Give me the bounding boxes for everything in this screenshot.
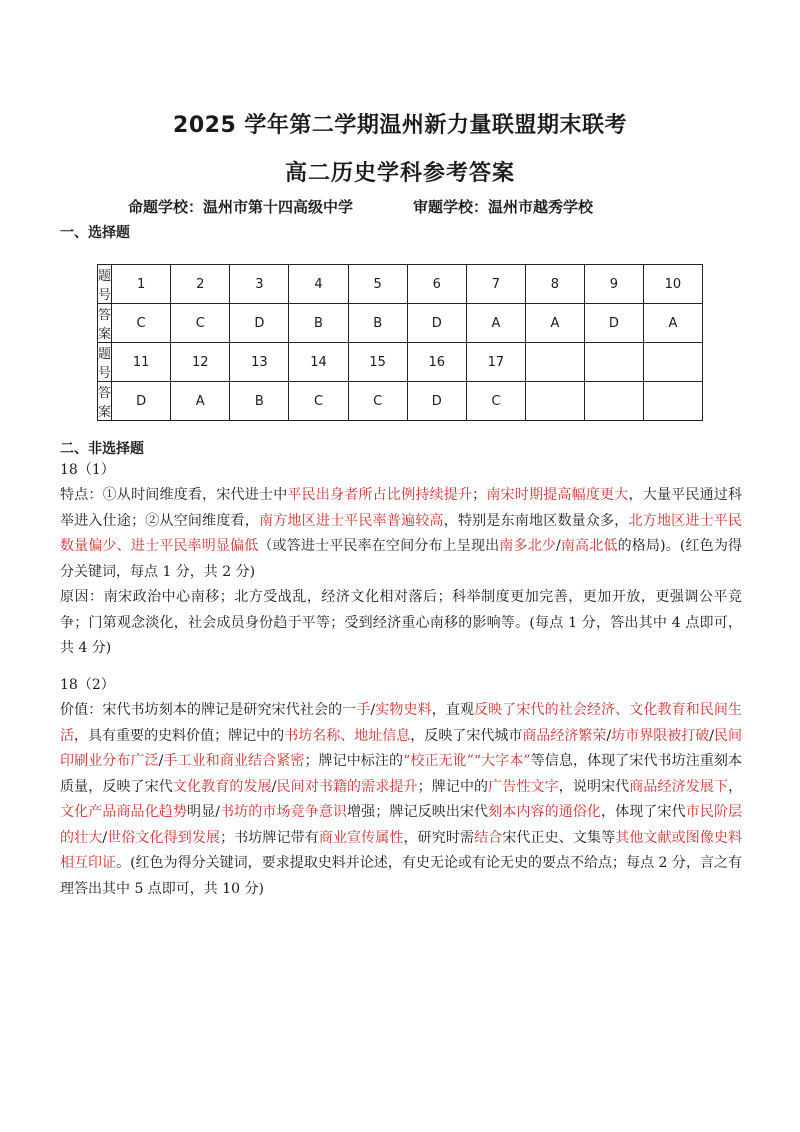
question-number-cell: 8 [526, 265, 585, 304]
question-number-cell: 12 [171, 343, 230, 382]
key-term: 民间对书籍的需求提升 [276, 778, 418, 795]
answer-segment: ，具有重要的史料价值；牌记中的 [74, 727, 285, 744]
question-number-row [98, 343, 703, 382]
answer-cell: C [171, 304, 230, 343]
question-number-cell: 6 [407, 265, 466, 304]
key-term: 南宋时期提高幅度更大 [486, 487, 629, 503]
answer-segment: ，研究时需 [403, 829, 475, 846]
question-number-cell [643, 343, 702, 382]
answer-text-18-1 [60, 483, 742, 662]
answer-segment: ；书坊牌记带有 [220, 829, 319, 846]
key-term: 广告性文字 [488, 778, 559, 795]
answer-segment: 宋代正史、文集等 [502, 829, 616, 846]
question-number-cell: 16 [407, 343, 466, 382]
answer-segment: / [158, 753, 164, 769]
key-term: 文化教育的发展 [172, 778, 272, 795]
answer-cell: A [526, 304, 585, 343]
section-heading-choice: 一、选择题 [60, 225, 130, 241]
answer-segment: ； [472, 487, 487, 503]
key-term: 世俗文化得到发展 [107, 829, 221, 846]
answer-segment: / [370, 702, 376, 718]
answer-cell: C [112, 304, 171, 343]
row-header: 答案 [98, 304, 112, 343]
answer-segment: （或答进士平民率在空间分布上呈现出 [258, 538, 500, 554]
answer-cell: A [466, 304, 525, 343]
answer-segment: ，大量平民通过科举进入仕途；②从空间维度看， [60, 487, 743, 529]
answer-row [98, 304, 703, 343]
row-header: 题号 [98, 343, 112, 382]
question-number-row [98, 265, 703, 304]
question-label-18-1: 18（1） [60, 462, 115, 478]
answer-segment: 的格局)。(红色为得分关键词，每点 1 分，共 2 分) [60, 538, 743, 580]
question-number-cell: 3 [230, 265, 289, 304]
answer-segment: 原因：南宋政治中心南移；北方受战乱，经济文化相对落后；科举制度更加完善，更加开放，更强调公平竞争；门第观念淡化，社会成员身份趋于平等；受到经济重心南移的影响等。(每点 1 分，答出其中 4 点即可，共 4 分) [60, 589, 742, 656]
answer-segment: ，体现了宋代 [601, 804, 686, 820]
question-number-cell [584, 343, 643, 382]
answer-segment: 特点：①从时间维度看，宋代进士中 [60, 487, 288, 503]
answer-cell [643, 382, 702, 421]
answer-cell: C [348, 382, 407, 421]
answer-text-18-2 [60, 698, 742, 902]
answer-cell: A [171, 382, 230, 421]
answer-cell: B [289, 304, 348, 343]
key-term: 商品经济繁荣 [522, 727, 607, 744]
key-term: 民间印刷业分布广泛 [60, 727, 743, 769]
key-term: 市民阶层的壮大 [60, 804, 743, 846]
question-number-cell: 17 [466, 343, 525, 382]
key-term: 平民出身者所占比例持续提升 [287, 487, 473, 503]
answer-segment: / [102, 829, 108, 846]
key-term: 南方地区进士平民率普遍较高 [258, 512, 444, 529]
exam-subtitle: 高二历史学科参考答案 [284, 161, 515, 186]
question-number-cell [526, 343, 585, 382]
answer-segment: ，说明宋代 [558, 778, 630, 795]
answer-segment: 等信息，体现了宋代书坊注重刻本质量，反映了宋代 [60, 753, 743, 795]
question-number-cell: 13 [230, 343, 289, 382]
answer-cell: D [407, 382, 466, 421]
answer-segment: ，特别是东南地区数量众多， [443, 512, 629, 529]
question-number-cell: 2 [171, 265, 230, 304]
answer-cell: D [584, 304, 643, 343]
answer-cell: D [230, 304, 289, 343]
question-number-cell: 9 [584, 265, 643, 304]
answer-segment: / [606, 727, 612, 744]
answer-cell: C [466, 382, 525, 421]
key-term: 书坊的市场竞争意识 [219, 804, 348, 820]
key-term: 反映了宋代的社会经济、文化教育和民间生活 [60, 702, 743, 744]
answer-segment: ，反映了宋代城市 [410, 727, 523, 744]
question-number-cell: 5 [348, 265, 407, 304]
section-heading-nonchoice: 二、非选择题 [60, 441, 144, 457]
question-label-18-2: 18（2） [60, 677, 115, 693]
row-header: 答案 [98, 382, 112, 421]
answer-segment: ；牌记中标注的 [304, 753, 404, 769]
answer-segment: / [271, 778, 277, 795]
key-term: 南高北低 [560, 538, 618, 554]
answer-segment: 增强；牌记反映出宋代 [347, 804, 489, 820]
answer-cell: A [643, 304, 702, 343]
answer-cell: D [407, 304, 466, 343]
answer-segment: ；牌记中的 [417, 778, 489, 795]
answer-cell: B [230, 382, 289, 421]
key-term: 南多北少 [499, 538, 556, 554]
answer-segment: ，直观 [431, 702, 475, 718]
answer-segment: / [555, 538, 561, 554]
question-number-cell: 10 [643, 265, 702, 304]
answer-segment: / [709, 727, 714, 744]
key-term: 一手 [342, 702, 371, 718]
key-term: 文化产品商品化趋势 [60, 804, 187, 820]
answer-segment: 明显/ [187, 804, 220, 820]
key-term: 商品经济发展下 [629, 778, 729, 795]
answer-cell: D [112, 382, 171, 421]
key-term: 坊市界限被打破 [611, 727, 710, 744]
reviewer-school: 审题学校：温州市越秀学校 [413, 198, 594, 216]
answer-segment: 。(红色为得分关键词，要求提取史料并论述，有史无论或有论无史的要点不给点；每点 2 分，言之有理答出其中 5 点即可，共 10 分) [60, 855, 742, 897]
question-number-cell: 4 [289, 265, 348, 304]
answer-row [98, 382, 703, 421]
key-term: 实物史料 [375, 702, 432, 718]
answer-cell [526, 382, 585, 421]
answer-cell [584, 382, 643, 421]
key-term: 手工业和商业结合紧密 [163, 753, 305, 769]
exam-title: 2025 学年第二学期温州新力量联盟期末联考 [173, 113, 627, 138]
key-term: 刻本内容的通俗化 [488, 804, 602, 820]
answer-cell: B [348, 304, 407, 343]
key-term: 其他文献或图像史料相互印证 [60, 829, 743, 871]
question-number-cell: 15 [348, 343, 407, 382]
key-term: 书坊名称、地址信息 [284, 727, 411, 744]
answer-cell: C [289, 382, 348, 421]
key-term: “校正无讹”“大字本” [403, 753, 531, 769]
question-number-cell: 14 [289, 343, 348, 382]
question-number-cell: 11 [112, 343, 171, 382]
key-term: 结合 [474, 829, 503, 846]
answer-table [97, 264, 703, 421]
proposer-school: 命题学校：温州市第十四高级中学 [128, 198, 354, 216]
answer-segment: ， [728, 778, 743, 795]
answer-segment: 价值：宋代书坊刻本的牌记是研究宋代社会的 [60, 702, 343, 718]
key-term: 北方地区进士平民数量偏少、进士平民率明显偏低 [60, 512, 743, 554]
key-term: 商业宣传属性 [318, 829, 404, 846]
school-info [128, 196, 593, 217]
row-header: 题号 [98, 265, 112, 304]
question-number-cell: 7 [466, 265, 525, 304]
question-number-cell: 1 [112, 265, 171, 304]
